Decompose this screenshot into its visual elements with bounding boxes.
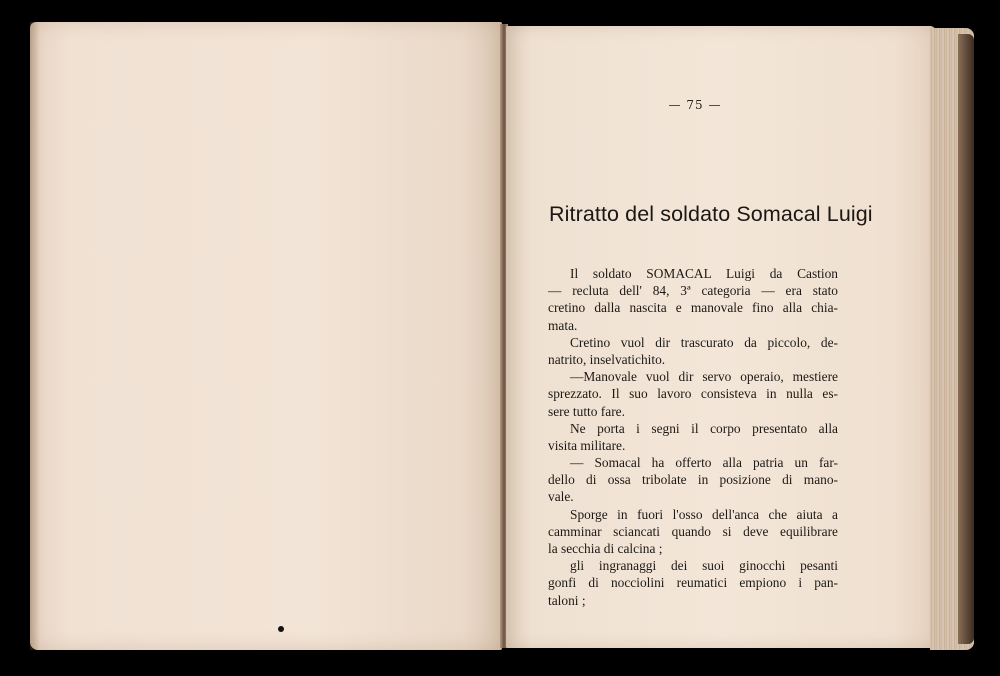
- text-line: sere tutto fare.: [548, 403, 625, 419]
- text-line: mata.: [548, 317, 578, 333]
- text-line: — Somacal ha offerto alla patria un far-: [570, 455, 838, 471]
- book-cover-edge: [958, 34, 974, 644]
- page-number: — 75 —: [668, 98, 722, 112]
- body-text: [548, 265, 838, 609]
- text-line: camminar sciancati quando si deve equilibrare: [548, 523, 838, 539]
- text-line: natrito, inselvatichito.: [548, 351, 666, 367]
- text-line: Ne porta i segni il corpo presentato alla: [570, 420, 838, 436]
- text-line: gonfi di nocciolini reumatici empiono i pan-: [548, 575, 838, 591]
- chapter-title: Ritratto del soldato Somacal Luigi: [549, 202, 873, 226]
- text-line: —Manovale vuol dir servo operaio, mestiere: [570, 369, 838, 385]
- text-line: gli ingranaggi dei suoi ginocchi pesanti: [570, 558, 838, 574]
- text-line: vale.: [548, 489, 574, 505]
- text-line: dello di ossa tribolate in posizione di mano-: [548, 472, 838, 488]
- text-line: la secchia di calcina ;: [548, 541, 663, 556]
- text-line: visita militare.: [548, 437, 626, 453]
- text-line: taloni ;: [548, 592, 586, 608]
- text-line: sprezzato. Il suo lavoro consisteva in nulla es-: [548, 386, 838, 402]
- text-line: cretino dalla nascita e manovale fino alla chia-: [548, 300, 838, 316]
- ink-spot: [278, 626, 284, 632]
- text-line: Sporge in fuori l'osso dell'anca che aiuta a: [570, 506, 838, 522]
- text-line: — recluta dell' 84, 3ª categoria — era stato: [548, 283, 838, 299]
- text-line: Cretino vuol dir trascurato da piccolo, de-: [570, 334, 838, 350]
- text-line: Il soldato SOMACAL Luigi da Castion: [570, 266, 838, 281]
- left-page-blank: [30, 22, 502, 650]
